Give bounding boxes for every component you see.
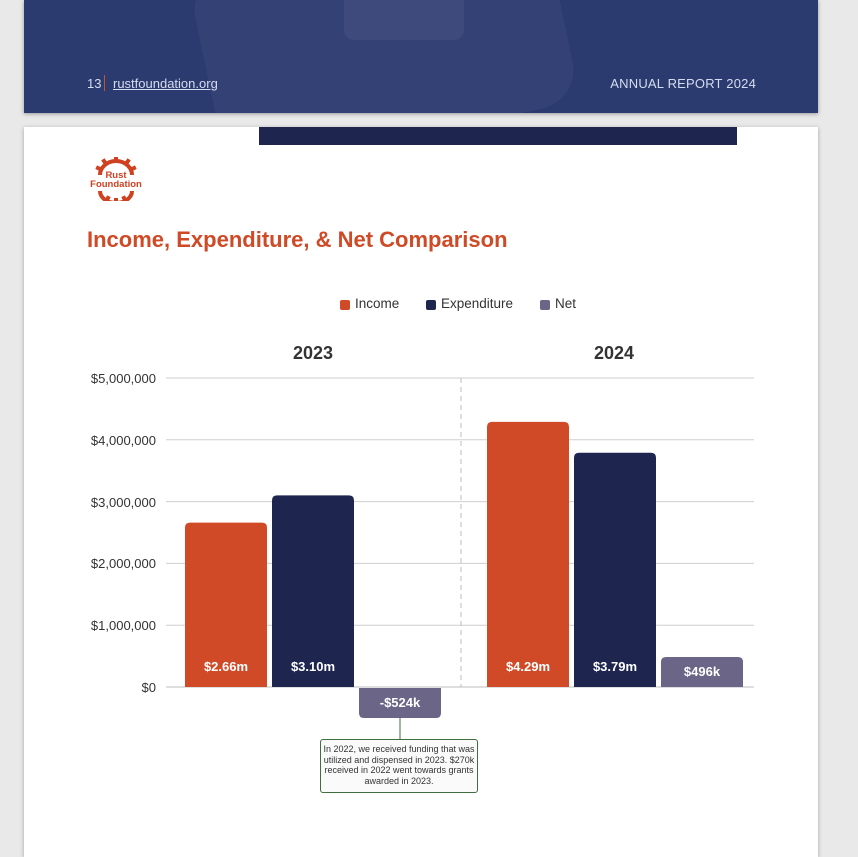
legend-label-expenditure: Expenditure xyxy=(441,296,514,311)
category-label-2023: 2023 xyxy=(292,343,334,363)
logo-text-line1: Rust xyxy=(105,170,127,181)
bar-chart xyxy=(24,127,818,827)
logo-text-line2: Foundation xyxy=(90,179,142,190)
report-page xyxy=(24,127,818,857)
website-link[interactable]: rustfoundation.org xyxy=(113,76,218,91)
y-tick-label: $0 xyxy=(141,680,156,695)
category-label-2024: 2024 xyxy=(593,343,635,363)
legend-label-income: Income xyxy=(355,296,400,311)
bar-label-net-2024: $496k xyxy=(683,664,721,679)
bar-label-income-2024: $4.29m xyxy=(505,659,551,674)
y-tick-label: $2,000,000 xyxy=(90,556,156,571)
bar-label-expenditure-2023: $3.10m xyxy=(290,659,336,674)
page-number: 13 xyxy=(87,76,102,91)
bar-label-net-2023: -$524k xyxy=(379,695,421,710)
y-tick-label: $5,000,000 xyxy=(90,371,156,386)
bar-income-2024 xyxy=(487,422,569,687)
bar-label-expenditure-2024: $3.79m xyxy=(592,659,638,674)
bar-label-income-2023: $2.66m xyxy=(203,659,249,674)
background-shape xyxy=(344,0,464,40)
page-title: Income, Expenditure, & Net Comparison xyxy=(87,227,508,252)
legend-label-net: Net xyxy=(555,296,577,311)
footer-separator xyxy=(104,75,105,91)
y-tick-label: $1,000,000 xyxy=(90,618,156,633)
y-tick-label: $4,000,000 xyxy=(90,433,156,448)
annotation-note: In 2022, we received funding that was utilized and dispensed in 2023. $270k received in 2022 went towards grants awarded in 2023. xyxy=(320,739,478,793)
report-title: ANNUAL REPORT 2024 xyxy=(610,76,756,91)
previous-page xyxy=(24,0,818,113)
y-tick-label: $3,000,000 xyxy=(90,495,156,510)
bar-expenditure-2024 xyxy=(574,453,656,687)
